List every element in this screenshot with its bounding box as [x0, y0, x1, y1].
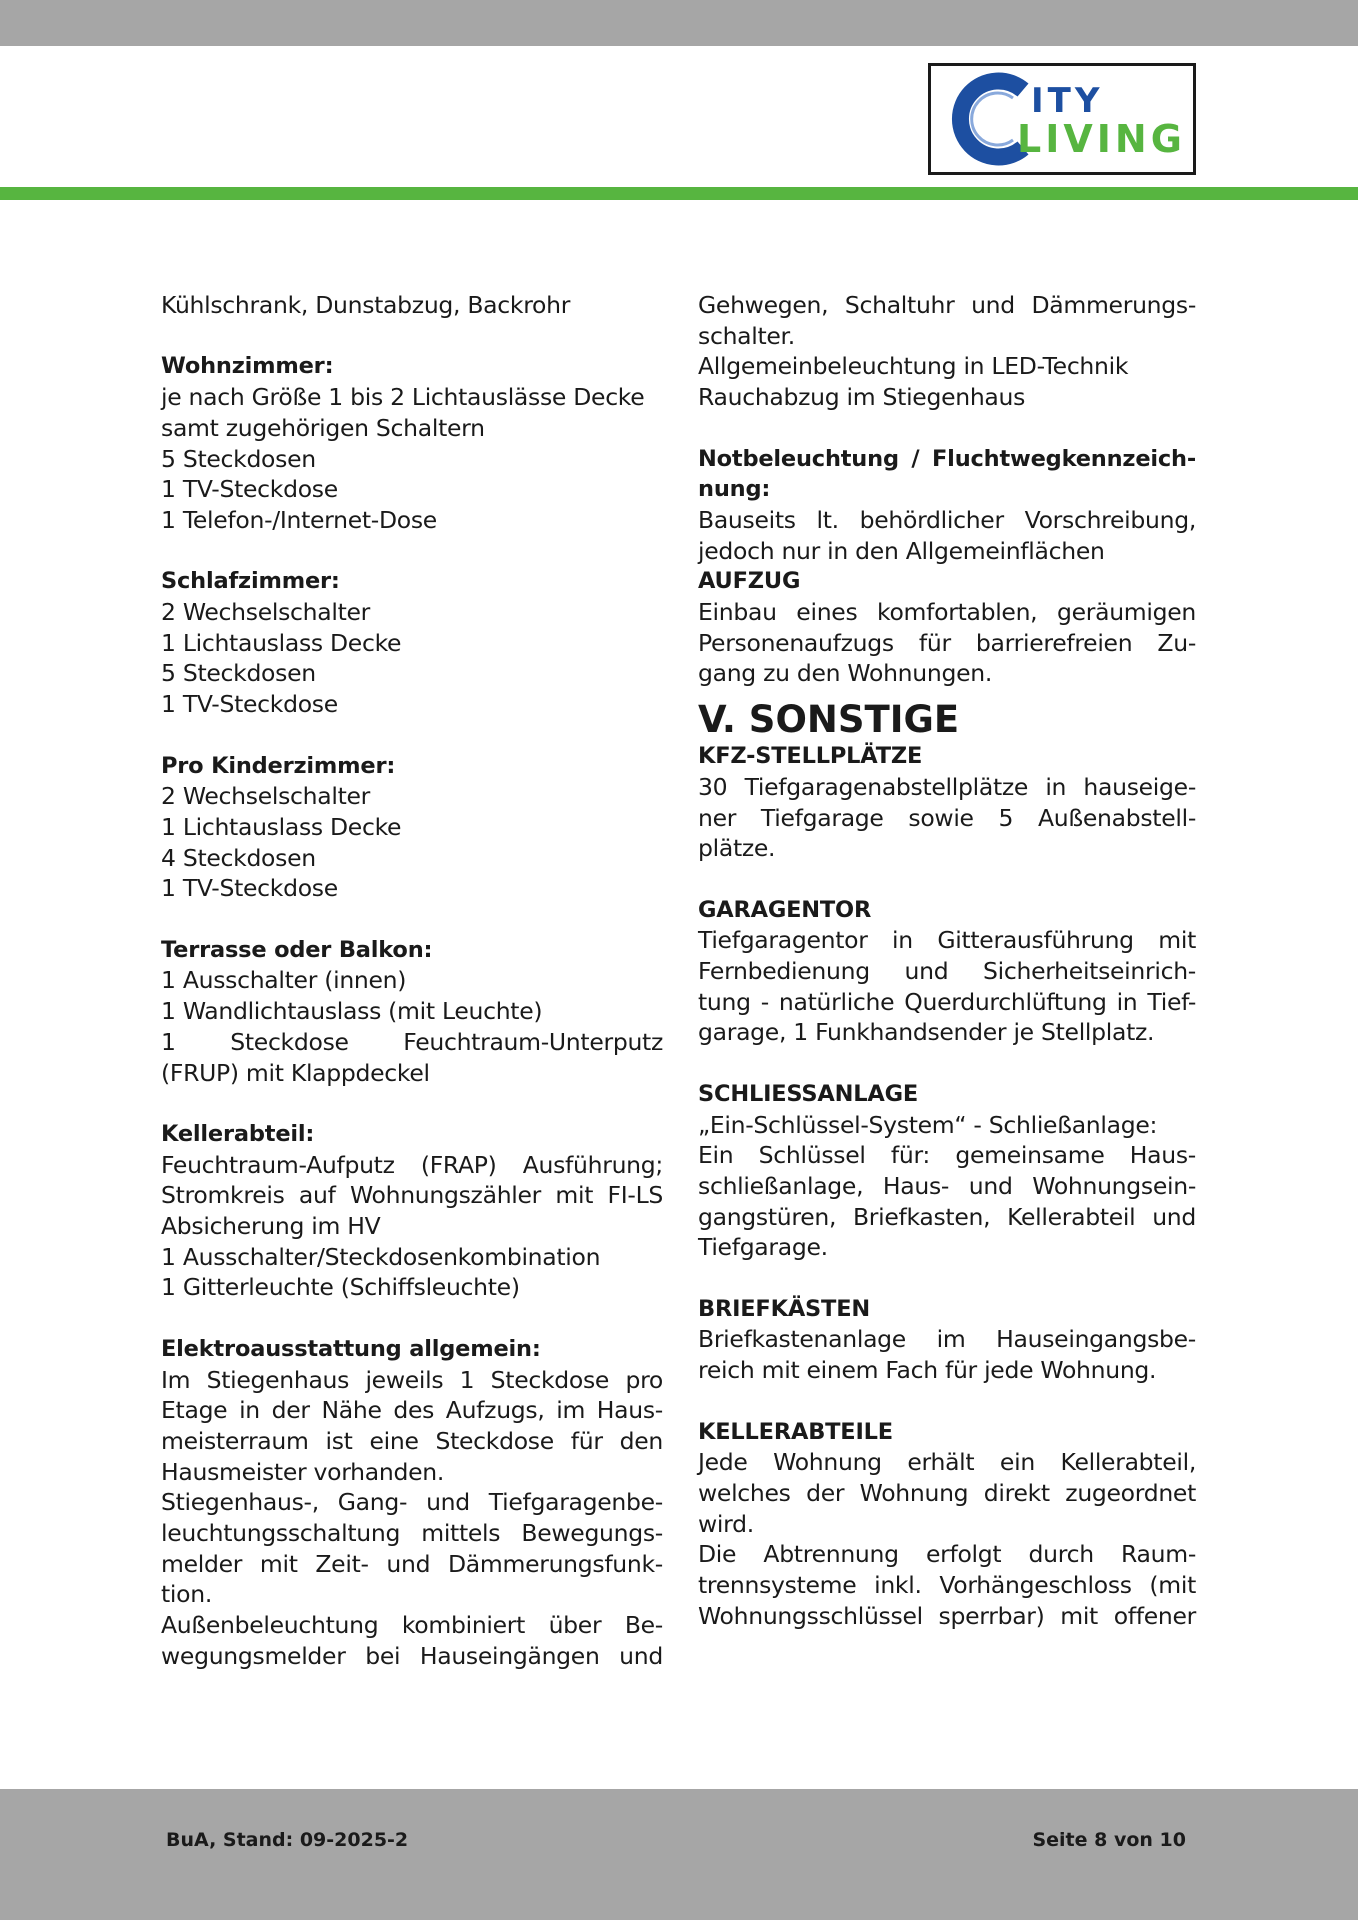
list-line: 1 Steckdose Feuchtraum-Unterputz — [161, 1027, 663, 1056]
heading-kellerabteile: KELLERABTEILE — [698, 1418, 893, 1445]
paragraph-line: trennsysteme inkl. Vorhängeschloss (mit — [698, 1571, 1196, 1600]
heading-garagentor: GARAGENTOR — [698, 896, 872, 923]
paragraph-line: Ein Schlüssel für: gemeinsame Haus- — [698, 1141, 1196, 1170]
paragraph-line: wegungsmelder bei Hauseingängen und — [161, 1641, 663, 1670]
paragraph-line: Jede Wohnung erhält ein Kellerabteil, — [698, 1448, 1196, 1477]
paragraph-line: schließanlage, Haus- und Wohnungsein- — [698, 1171, 1196, 1200]
list-line: 5 Steckdosen — [161, 659, 316, 688]
list-line: 2 Wechselschalter — [161, 782, 371, 811]
left-column — [161, 290, 663, 1672]
heading-schliessanlage: SCHLIESSANLAGE — [698, 1080, 919, 1107]
green-header-rule — [0, 187, 1358, 200]
paragraph-line: Absicherung im HV — [161, 1212, 381, 1241]
heading-kellerabteil: Kellerabteil: — [161, 1120, 315, 1147]
footer-document-version: BuA, Stand: 09-2025-2 — [166, 1829, 409, 1851]
section-title-sonstige: V. SONSTIGE — [698, 698, 960, 742]
footer-bar — [0, 1789, 1358, 1920]
paragraph-line: Die Abtrennung erfolgt durch Raum- — [698, 1540, 1196, 1569]
paragraph-line: Hausmeister vorhanden. — [161, 1457, 444, 1486]
paragraph-line: Tiefgaragentor in Gitterausführung mit — [698, 926, 1196, 955]
list-line: 5 Steckdosen — [161, 444, 316, 473]
paragraph-line: Gehwegen, Schaltuhr und Dämmerungs- — [698, 291, 1196, 319]
list-line: 2 Wechselschalter — [161, 598, 371, 626]
heading-aufzug: AUFZUG — [698, 568, 801, 595]
heading-notbeleuchtung-cont: nung: — [698, 476, 771, 503]
list-line: 1 Lichtauslass Decke — [161, 812, 402, 841]
list-line: 1 Ausschalter (innen) — [161, 966, 407, 995]
paragraph-line: Etage in der Nähe des Aufzugs, im Haus- — [161, 1396, 663, 1425]
heading-terrasse: Terrasse oder Balkon: — [161, 936, 433, 963]
paragraph-line: 1 Ausschalter/Steckdosenkombination — [161, 1242, 601, 1271]
paragraph-line: Stiegenhaus-, Gang- und Tiefgaragenbe- — [161, 1488, 663, 1517]
footer-page-number: Seite 8 von 10 — [1032, 1829, 1186, 1851]
paragraph-line: 1 Gitterleuchte (Schiffsleuchte) — [161, 1273, 520, 1302]
paragraph-line: tion. — [161, 1580, 212, 1609]
heading-notbeleuchtung: Notbeleuchtung / Fluchtwegkennzeich- — [698, 445, 1196, 472]
paragraph-line: wird. — [698, 1509, 754, 1538]
paragraph-line: Rauchabzug im Stiegenhaus — [698, 383, 1026, 412]
paragraph-line: gang zu den Wohnungen. — [698, 659, 992, 688]
paragraph-line: garage, 1 Funkhandsender je Stellplatz. — [698, 1018, 1155, 1047]
heading-kinderzimmer: Pro Kinderzimmer: — [161, 752, 396, 779]
list-line: 1 Wandlichtauslass (mit Leuchte) — [161, 997, 543, 1026]
paragraph-line: 30 Tiefgaragenabstellplätze in hauseige- — [698, 772, 1196, 801]
list-line: 1 TV-Steckdose — [161, 874, 338, 903]
paragraph-line: Einbau eines komfortablen, geräumigen — [698, 598, 1196, 627]
paragraph-line: gangstüren, Briefkasten, Kellerabteil und — [698, 1202, 1196, 1231]
paragraph-line: tung - natürliche Querdurchlüftung in Tief- — [698, 987, 1196, 1016]
list-line: samt zugehörigen Schaltern — [161, 413, 485, 442]
paragraph-line: Briefkastenanlage im Hauseingangsbe- — [698, 1325, 1196, 1354]
logo-text-ity: ITY — [1031, 81, 1104, 121]
heading-elektroausstattung: Elektroausstattung allgemein: — [161, 1335, 541, 1362]
paragraph-line: Stromkreis auf Wohnungszähler mit FI-LS — [161, 1181, 663, 1210]
paragraph-line: Wohnungsschlüssel sperrbar) mit offener — [698, 1601, 1196, 1630]
list-line: 1 Telefon-/Internet-Dose — [161, 505, 437, 534]
paragraph-line: Personenaufzugs für barrierefreien Zu- — [698, 628, 1196, 657]
paragraph-line: jedoch nur in den Allgemeinflächen — [698, 536, 1105, 565]
heading-schlafzimmer: Schlafzimmer: — [161, 568, 340, 595]
heading-kfz-stellplaetze: KFZ-STELLPLÄTZE — [698, 743, 923, 770]
right-column — [698, 290, 1196, 1631]
list-line: 1 TV-Steckdose — [161, 690, 338, 719]
paragraph-line: schalter. — [698, 321, 795, 350]
list-line: 4 Steckdosen — [161, 843, 316, 872]
paragraph-line: leuchtungsschaltung mittels Bewegungs- — [161, 1519, 663, 1548]
list-line: (FRUP) mit Klappdeckel — [161, 1058, 430, 1087]
paragraph-line: melder mit Zeit- und Dämmerungsfunk- — [161, 1549, 663, 1578]
paragraph-line: Bauseits lt. behördlicher Vorschreibung, — [698, 505, 1196, 534]
paragraph-line: meisterraum ist eine Steckdose für den — [161, 1426, 663, 1455]
list-line: je nach Größe 1 bis 2 Lichtauslässe Decke — [161, 383, 645, 412]
paragraph-line: Im Stiegenhaus jeweils 1 Steckdose pro — [161, 1365, 663, 1394]
paragraph-line: reich mit einem Fach für jede Wohnung. — [698, 1356, 1157, 1385]
paragraph-line: ner Tiefgarage sowie 5 Außenabstell- — [698, 803, 1196, 832]
logo-text-living: LIVING — [1017, 117, 1186, 161]
paragraph-line: „Ein-Schlüssel-System“ - Schließanlage: — [698, 1110, 1158, 1139]
paragraph-line: Feuchtraum-Aufputz (FRAP) Ausführung; — [161, 1150, 663, 1179]
list-line: 1 Lichtauslass Decke — [161, 628, 402, 657]
city-living-logo — [928, 63, 1196, 175]
paragraph-line: welches der Wohnung direkt zugeordnet — [698, 1478, 1196, 1507]
top-gray-band — [0, 0, 1358, 46]
paragraph-line: Fernbedienung und Sicherheitseinrich- — [698, 957, 1196, 986]
paragraph-line: Tiefgarage. — [698, 1233, 828, 1262]
paragraph-line: Kühlschrank, Dunstabzug, Backrohr — [161, 291, 571, 319]
list-line: 1 TV-Steckdose — [161, 475, 338, 504]
paragraph-line: Allgemeinbeleuchtung in LED-Technik — [698, 352, 1129, 381]
heading-briefkaesten: BRIEFKÄSTEN — [698, 1295, 870, 1322]
paragraph-line: plätze. — [698, 834, 776, 863]
paragraph-line: Außenbeleuchtung kombiniert über Be- — [161, 1611, 663, 1640]
heading-wohnzimmer: Wohnzimmer: — [161, 353, 334, 380]
